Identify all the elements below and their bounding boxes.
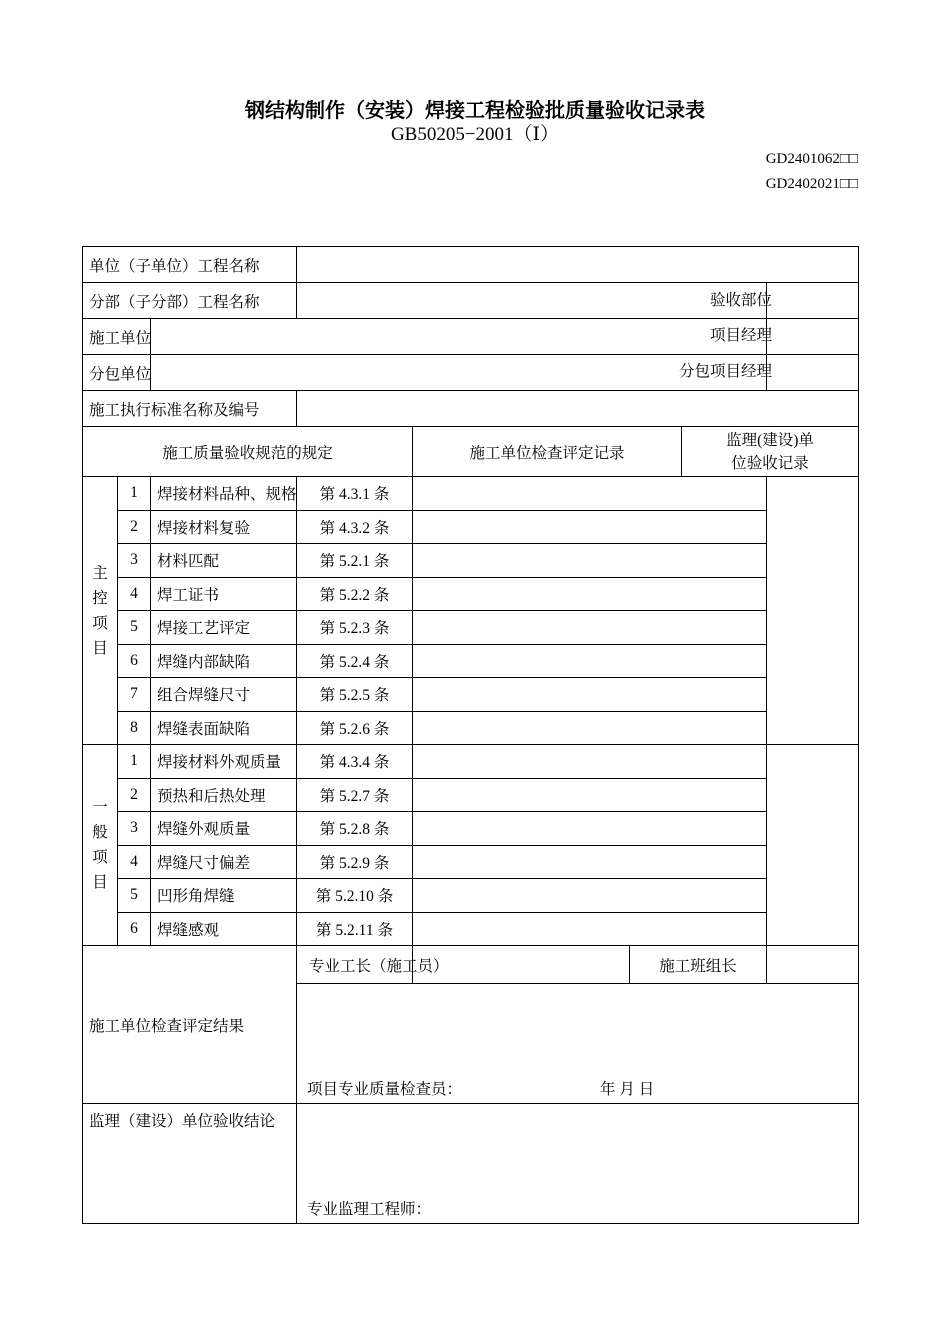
item-clause: 第 5.2.1 条 — [297, 544, 413, 578]
item-record-field[interactable] — [413, 812, 767, 846]
item-record-field[interactable] — [413, 477, 767, 511]
item-record-field[interactable] — [413, 879, 767, 913]
item-name: 焊缝尺寸偏差 — [151, 845, 297, 879]
date-label: 年 月 日 — [600, 1081, 655, 1098]
item-name: 凹形角焊缝 — [151, 879, 297, 913]
item-record-field[interactable] — [413, 510, 767, 544]
item-number: 3 — [118, 544, 151, 578]
general-item-row — [83, 845, 859, 879]
item-number: 5 — [118, 611, 151, 645]
item-clause: 第 5.2.6 条 — [297, 711, 413, 745]
item-number: 8 — [118, 711, 151, 745]
main-item-row — [83, 711, 859, 745]
item-record-field[interactable] — [413, 778, 767, 812]
team-leader-label: 施工班组长 — [630, 946, 767, 984]
item-number: 1 — [118, 745, 151, 779]
general-item-row — [83, 745, 859, 779]
item-number: 4 — [118, 577, 151, 611]
item-name: 焊缝内部缺陷 — [151, 644, 297, 678]
item-record-field[interactable] — [413, 611, 767, 645]
item-name: 焊缝感观 — [151, 912, 297, 946]
main-item-row — [83, 544, 859, 578]
contractor-label: 施工单位 — [83, 319, 151, 355]
contractor-field[interactable] — [151, 319, 767, 355]
foreman-label: 专业工长（施工员） — [297, 946, 413, 984]
general-item-row — [83, 812, 859, 846]
general-supervisor-field[interactable] — [767, 745, 859, 946]
form-code-1: GD2401062□□ — [765, 151, 858, 167]
standard-code: GB50205−2001（Ⅰ） — [390, 124, 560, 145]
check-result-label: 施工单位检查评定结果 — [83, 946, 297, 1104]
item-clause: 第 5.2.7 条 — [297, 778, 413, 812]
main-item-row — [83, 678, 859, 712]
item-name: 焊工证书 — [151, 577, 297, 611]
team-leader-field[interactable] — [767, 946, 859, 984]
general-item-row — [83, 778, 859, 812]
item-clause: 第 5.2.11 条 — [297, 912, 413, 946]
item-name: 材料匹配 — [151, 544, 297, 578]
supervisor-header: 监理(建设)单 位验收记录 — [682, 427, 859, 477]
column-header-row — [83, 427, 859, 477]
spec-header: 施工质量验收规范的规定 — [83, 427, 413, 477]
standard-label: 施工执行标准名称及编号 — [83, 391, 297, 427]
standard-field[interactable] — [297, 391, 859, 427]
sub-name-label: 分部（子分部）工程名称 — [83, 283, 297, 319]
item-number: 4 — [118, 845, 151, 879]
item-number: 6 — [118, 912, 151, 946]
item-clause: 第 5.2.5 条 — [297, 678, 413, 712]
item-number: 2 — [118, 778, 151, 812]
item-name: 焊缝表面缺陷 — [151, 711, 297, 745]
item-name: 焊接材料外观质量 — [151, 745, 297, 779]
row-subcontractor — [83, 355, 859, 391]
item-record-field[interactable] — [413, 544, 767, 578]
inspection-record-table — [82, 246, 859, 1224]
item-clause: 第 5.2.2 条 — [297, 577, 413, 611]
engineer-label: 专业监理工程师： — [307, 1201, 432, 1218]
form-title: 钢结构制作（安装）焊接工程检验批质量验收记录表 — [245, 98, 705, 122]
item-name: 焊接工艺评定 — [151, 611, 297, 645]
general-item-row — [83, 879, 859, 913]
item-record-field[interactable] — [413, 912, 767, 946]
item-number: 3 — [118, 812, 151, 846]
item-name: 焊接材料品种、规格 — [151, 477, 297, 511]
accept-part-label: 验收部位 — [767, 283, 859, 319]
subcontractor-field[interactable] — [151, 355, 767, 391]
item-record-field[interactable] — [413, 711, 767, 745]
item-clause: 第 5.2.9 条 — [297, 845, 413, 879]
main-item-row — [83, 577, 859, 611]
subcontractor-label: 分包单位 — [83, 355, 151, 391]
row-contractor — [83, 319, 859, 355]
item-clause: 第 5.2.8 条 — [297, 812, 413, 846]
inspector-signature-area[interactable] — [297, 984, 859, 1104]
item-clause: 第 5.2.10 条 — [297, 879, 413, 913]
item-number: 1 — [118, 477, 151, 511]
main-item-row — [83, 510, 859, 544]
foreman-row — [83, 946, 859, 984]
item-number: 2 — [118, 510, 151, 544]
sub-pm-label: 分包项目经理 — [767, 355, 859, 391]
general-item-row — [83, 912, 859, 946]
item-name: 预热和后热处理 — [151, 778, 297, 812]
item-record-field[interactable] — [413, 577, 767, 611]
conclusion-row — [83, 1104, 859, 1224]
unit-name-field[interactable] — [297, 247, 859, 283]
item-name: 焊缝外观质量 — [151, 812, 297, 846]
item-number: 7 — [118, 678, 151, 712]
item-record-field[interactable] — [413, 644, 767, 678]
conclusion-label: 监理（建设）单位验收结论 — [83, 1104, 297, 1224]
row-unit-name — [83, 247, 859, 283]
inspector-label: 项目专业质量检查员： — [307, 1081, 463, 1098]
main-supervisor-field[interactable] — [767, 477, 859, 745]
general-items-group-label: 一 般 项 目 — [83, 745, 118, 946]
item-clause: 第 5.2.3 条 — [297, 611, 413, 645]
item-clause: 第 4.3.1 条 — [297, 477, 413, 511]
main-items-group-label: 主 控 项 目 — [83, 477, 118, 745]
item-number: 6 — [118, 644, 151, 678]
row-sub-name — [83, 283, 859, 319]
pm-label: 项目经理 — [767, 319, 859, 355]
main-item-row — [83, 644, 859, 678]
row-standard — [83, 391, 859, 427]
item-record-field[interactable] — [413, 745, 767, 779]
item-clause: 第 4.3.2 条 — [297, 510, 413, 544]
form-code-2: GD2402021□□ — [765, 176, 858, 192]
sub-name-field[interactable] — [297, 283, 767, 319]
main-item-row — [83, 477, 859, 511]
item-name: 焊接材料复验 — [151, 510, 297, 544]
record-header: 施工单位检查评定记录 — [413, 427, 682, 477]
item-clause: 第 5.2.4 条 — [297, 644, 413, 678]
main-item-row — [83, 611, 859, 645]
unit-name-label: 单位（子单位）工程名称 — [83, 247, 297, 283]
engineer-signature-area[interactable] — [297, 1104, 859, 1224]
item-record-field[interactable] — [413, 845, 767, 879]
item-name: 组合焊缝尺寸 — [151, 678, 297, 712]
item-clause: 第 4.3.4 条 — [297, 745, 413, 779]
item-number: 5 — [118, 879, 151, 913]
item-record-field[interactable] — [413, 678, 767, 712]
